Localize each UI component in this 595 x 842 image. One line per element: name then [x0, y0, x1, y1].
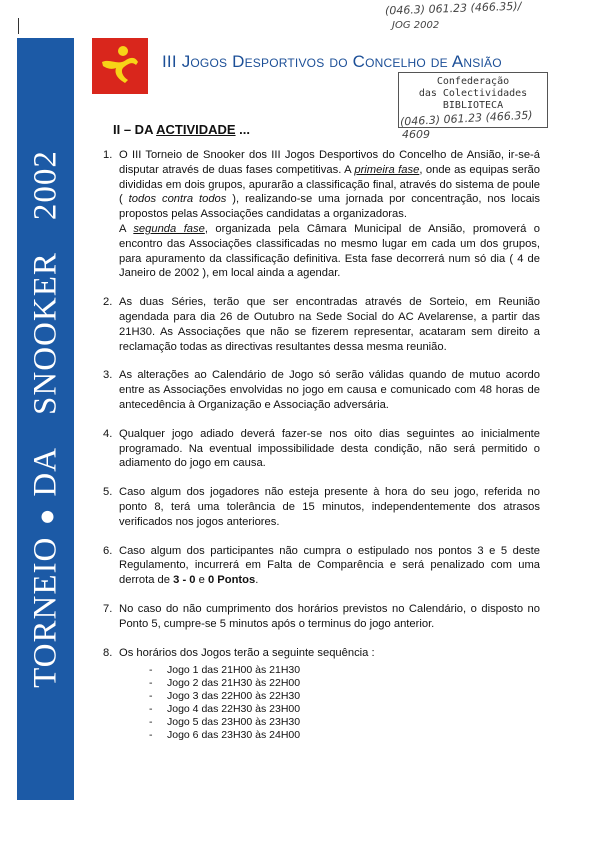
item-number: 4.	[103, 427, 113, 440]
item-points: 0 Pontos	[207, 574, 256, 587]
item-text: As duas Séries, terão que ser encontradas através de Sorteio, em Reunião agendada para dia 26 de Outubro na Sede Social do AC Avelarense, a partir das 21H30. As Associações que não se fizerem representar, acataram sem direito a reclamação todas as directivas resultantes dessa mesma reunião.	[119, 296, 540, 353]
banner-text	[27, 150, 64, 688]
section-prefix: II – DA	[113, 122, 157, 137]
item-text: Caso algum dos jogadores não esteja presente à hora do seu jogo, referida no ponto 8, terá uma tolerância de 15 minutos, independentemente dos atrasos verificados nos jogos anteriores.	[119, 486, 540, 528]
item-text: Os horários dos Jogos terão a seguinte sequência :	[119, 646, 375, 659]
banner-word-snooker: SNOOKER	[27, 252, 63, 415]
item-text: ), realizando-se uma jornada por concentração, nos locais propostos pelas Associações candidatas a organizadoras.	[119, 193, 540, 221]
item-text: , organizada pela Câmara Municipal de Ansião, promoverá o encontro das Associações classificadas no mesmo lugar em cada um dos grupos, para apuramento da classificação definitiva. Esta fase decorrerá num só dia ( 4 de Janeiro de 2002 ), em local ainda a agendar.	[119, 222, 540, 280]
game-slot: - Jogo 3 das 22H00 às 22H30	[149, 690, 540, 703]
section-heading	[113, 122, 250, 137]
item-text: Qualquer jogo adiado deverá fazer-se nos oito dias seguintes ao inicialmente programado. Na eventual impossibilidade desta condição, não será permitido o adiamento do jogo em causa.	[119, 427, 540, 470]
item-number: 1.	[103, 149, 113, 161]
item-score: 3 - 0	[173, 574, 196, 587]
section-suffix: ...	[235, 122, 251, 137]
item-text: Caso algum dos participantes não cumpra o estipulado nos pontos 3 e 5 deste Regulamento, incurrerá em Falta de Comparência e será penalizado com uma derrota de	[119, 544, 540, 587]
item-number: 5.	[103, 486, 113, 499]
banner-word-da: DA	[27, 446, 63, 497]
list-item	[103, 544, 540, 588]
item-text: , onde as equipas serão divididas em dois grupos, apurarão a classificação final, através do sistema de poule (	[119, 163, 540, 206]
list-item	[103, 368, 540, 412]
banner-dot-icon	[41, 511, 53, 523]
games-logo-icon	[92, 38, 148, 94]
game-slot: - Jogo 5 das 23H00 às 23H30	[149, 716, 540, 729]
game-slot: - Jogo 2 das 21H30 às 22H00	[149, 677, 540, 690]
game-slot: - Jogo 6 das 23H30 às 24H00	[149, 729, 540, 742]
item-number: 8.	[103, 646, 113, 659]
list-item	[103, 602, 540, 632]
item-text: e	[195, 574, 208, 587]
handwritten-catalog-code: (046.3) 061.23 (466.35)/	[384, 0, 522, 18]
regulation-content	[103, 148, 540, 756]
banner-word-year: 2002	[27, 150, 63, 221]
stamp-line-2: das Colectividades	[418, 88, 528, 99]
item-text: .	[255, 574, 259, 587]
item-text: A	[119, 222, 134, 235]
item-paragraph	[119, 544, 540, 588]
stamp-handwritten-code: (046.3) 061.23 (466.35)	[399, 108, 533, 129]
item-number: 3.	[103, 369, 113, 382]
game-slot: - Jogo 4 das 22H30 às 23H00	[149, 703, 540, 716]
section-title: ACTIVIDADE	[156, 122, 236, 137]
item-paragraph	[119, 148, 540, 222]
item-text: O III Torneio de Snooker dos III Jogos Desportivos do Concelho de Ansião, ir-se-á disputar através de duas fases competitivas. A	[119, 149, 540, 176]
list-item	[103, 427, 540, 471]
side-banner	[17, 38, 74, 800]
item-emphasis: segunda fase	[133, 222, 205, 235]
list-item	[103, 485, 540, 529]
item-number: 7.	[103, 602, 113, 615]
handwritten-catalog-sub: JOG 2002	[392, 20, 440, 31]
stamp-line-3: BIBLIOTECA	[442, 100, 504, 111]
banner-word-torneio: TORNEIO	[27, 536, 63, 688]
item-text: No caso do não cumprimento dos horários previstos no Calendário, o disposto no Ponto 5, cumpre-se 5 minutos após o terminus do jogo anterior.	[119, 602, 540, 630]
page-title: III Jogos Desportivos do Concelho de Ansião	[162, 52, 502, 71]
game-schedule	[149, 664, 540, 742]
item-paragraph	[119, 222, 540, 281]
stamp-handwritten-number: 4609	[402, 128, 430, 141]
corner-mark	[18, 18, 19, 34]
item-number: 2.	[103, 296, 113, 309]
regulation-list	[103, 148, 540, 742]
item-number: 6.	[103, 544, 113, 557]
list-item	[103, 646, 540, 743]
list-item	[103, 295, 540, 354]
stamp-line-1: Confederação	[436, 76, 510, 87]
item-emphasis: primeira fase	[354, 163, 420, 176]
item-text: As alterações ao Calendário de Jogo só serão válidas quando de mutuo acordo entre as Associações envolvidas no jogo em causa e comunicado com 48 horas de antecedência à Organização e Associação adversária.	[119, 369, 540, 411]
list-item	[103, 148, 540, 281]
item-emphasis: todos contra todos	[128, 193, 227, 206]
game-slot: - Jogo 1 das 21H00 às 21H30	[149, 664, 540, 677]
